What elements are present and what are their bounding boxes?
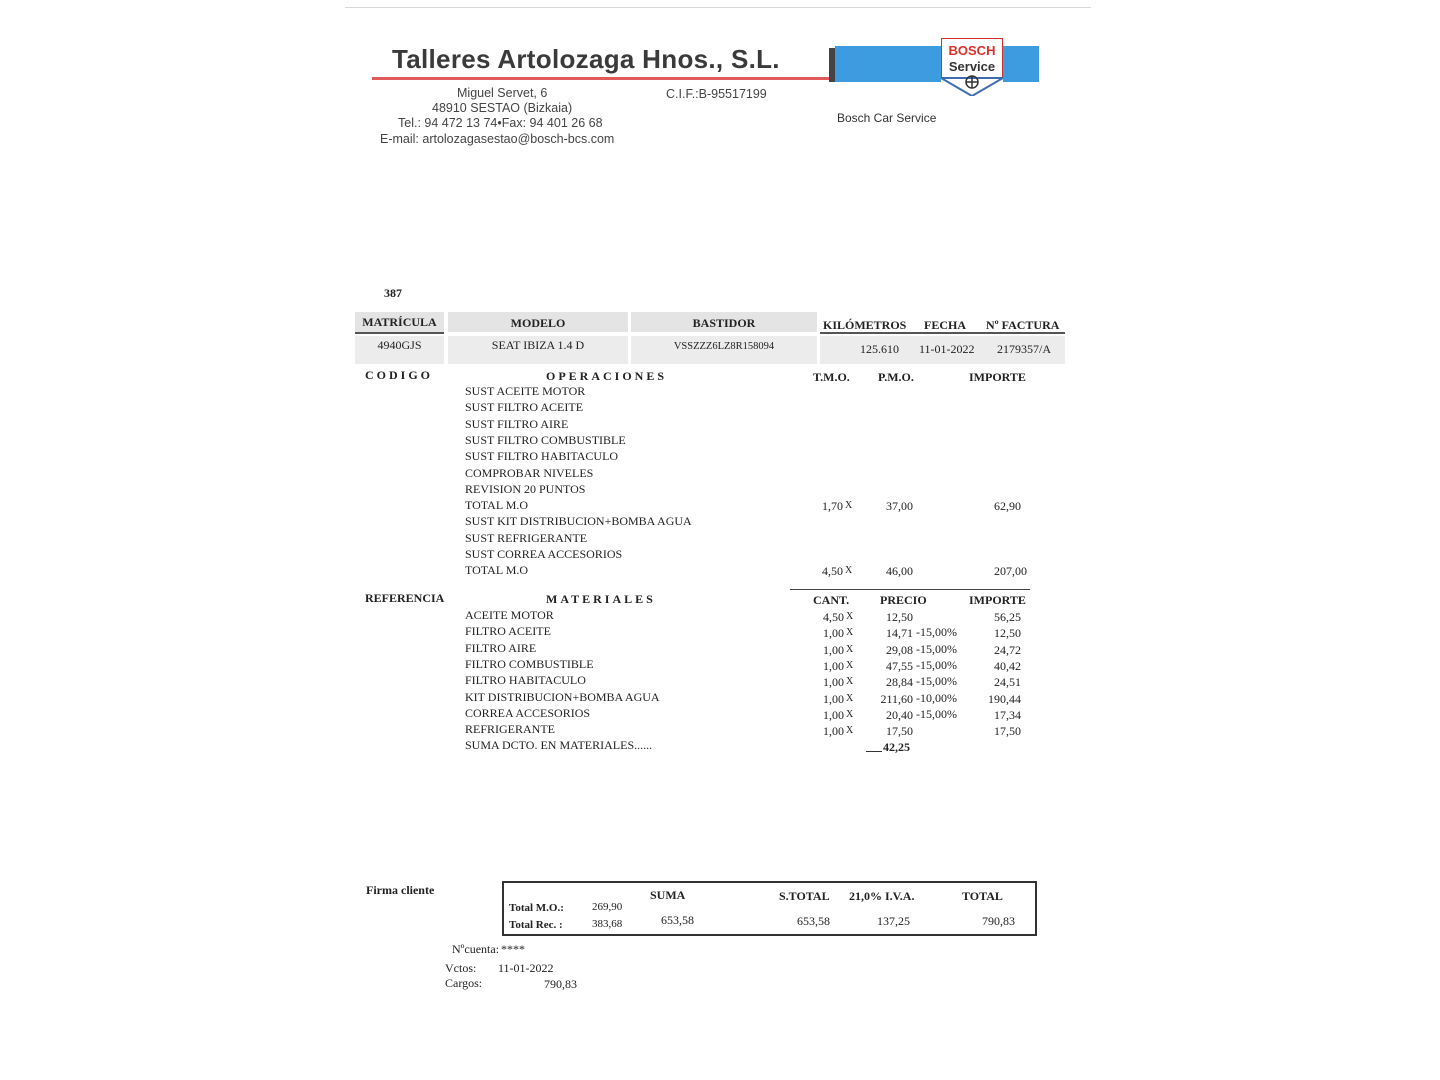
operation-desc: SUST KIT DISTRIBUCION+BOMBA AGUA	[465, 514, 692, 529]
operation-x: X	[845, 500, 853, 512]
material-precio: 14,71	[886, 626, 913, 641]
material-cant: 1,00	[823, 658, 844, 673]
materials-rule	[790, 589, 1030, 590]
operation-pmo: 37,00	[886, 499, 913, 514]
operation-desc: SUST CORREA ACCESORIOS	[465, 547, 623, 561]
value-matricula: 4940GJS	[355, 336, 444, 364]
material-importe: 24,51	[994, 675, 1021, 690]
operation-desc: REVISION 20 PUNTOS	[465, 481, 586, 496]
operation-desc: SUST FILTRO COMBUSTIBLE	[465, 432, 626, 447]
material-x: X	[846, 708, 854, 720]
material-desc: FILTRO COMBUSTIBLE	[465, 656, 594, 671]
cuenta-label: Nºcuenta:	[452, 942, 500, 956]
total-mo-value: 269,90	[592, 901, 623, 913]
material-precio: 12,50	[886, 610, 913, 624]
material-discount: -10,00%	[916, 690, 957, 705]
bosch-logo-text-1: BOSCH	[948, 43, 996, 58]
operation-desc: TOTAL M.O	[465, 498, 529, 513]
operations-pmo-header: P.M.O.	[878, 370, 914, 384]
total-rec-value: 383,68	[592, 918, 623, 930]
header-bastidor: BASTIDOR	[631, 312, 817, 332]
material-desc: REFRIGERANTE	[465, 722, 555, 737]
material-desc: FILTRO AIRE	[465, 640, 537, 655]
operation-importe: 62,90	[994, 499, 1021, 514]
header-fecha: FECHA	[924, 318, 966, 332]
operation-desc: SUST ACEITE MOTOR	[465, 384, 586, 398]
total-rec-label: Total Rec. :	[509, 919, 563, 931]
material-precio: 20,40	[886, 707, 913, 722]
header-factura: Nº FACTURA	[986, 318, 1060, 332]
value-factura: 2179357/A	[997, 342, 1051, 356]
operation-desc: SUST FILTRO HABITACULO	[465, 449, 619, 464]
signature-label: Firma cliente	[366, 883, 435, 897]
material-precio: 28,84	[886, 675, 913, 690]
stotal-label: S.TOTAL	[779, 889, 830, 903]
material-importe: 17,50	[994, 724, 1021, 739]
header-modelo: MODELO	[448, 312, 628, 332]
material-desc: CORREA ACCESORIOS	[465, 705, 591, 720]
materials-title: MATERIALES	[546, 592, 656, 606]
materials-importe-header: IMPORTE	[969, 593, 1026, 607]
materials-referencia-header: REFERENCIA	[365, 591, 445, 605]
cuenta-value: ****	[501, 942, 525, 956]
material-cant: 1,00	[823, 707, 844, 722]
material-discount: -15,00%	[916, 706, 957, 721]
operation-x: X	[845, 565, 853, 577]
material-x: X	[846, 692, 854, 704]
vctos-label: Vctos:	[445, 961, 477, 975]
bosch-car-service-label: Bosch Car Service	[837, 111, 937, 125]
company-name: Talleres Artolozaga Hnos., S.L.	[392, 44, 780, 74]
material-x: X	[846, 676, 854, 688]
top-rule	[345, 7, 1091, 8]
operation-pmo: 46,00	[886, 564, 913, 579]
material-cant: 1,00	[823, 691, 844, 706]
material-cant: 1,00	[823, 642, 844, 657]
iva-value: 137,25	[877, 914, 910, 928]
operation-desc: SUST FILTRO ACEITE	[465, 400, 584, 415]
operation-desc: SUST FILTRO AIRE	[465, 416, 569, 431]
operation-desc: SUST REFRIGERANTE	[465, 530, 588, 545]
discount-label: SUMA DCTO. EN MATERIALES......	[465, 738, 653, 752]
address-phone: Tel.: 94 472 13 74•Fax: 94 401 26 68	[398, 116, 603, 130]
company-cif: C.I.F.:B-95517199	[666, 87, 767, 101]
material-x: X	[846, 611, 854, 622]
vctos-value: 11-01-2022	[498, 961, 554, 975]
material-discount: -15,00%	[916, 674, 957, 689]
header-matricula: MATRÍCULA	[355, 312, 444, 334]
material-precio: 17,50	[886, 724, 913, 739]
operation-tmo: 4,50	[822, 564, 843, 579]
material-x: X	[846, 659, 854, 671]
material-cant: 1,00	[823, 626, 844, 641]
operation-desc: TOTAL M.O	[465, 563, 529, 578]
operation-tmo: 1,70	[822, 499, 843, 514]
operations-tmo-header: T.M.O.	[813, 370, 850, 384]
material-discount: -15,00%	[916, 641, 957, 656]
material-importe: 17,34	[994, 707, 1021, 722]
address-email: E-mail: artolozagasestao@bosch-bcs.com	[380, 132, 615, 146]
iva-label: 21,0% I.V.A.	[849, 889, 915, 903]
material-importe: 40,42	[994, 658, 1021, 673]
material-discount: -15,00%	[916, 625, 957, 640]
total-mo-label: Total M.O.:	[509, 902, 564, 914]
material-x: X	[846, 627, 854, 639]
material-discount: -15,00%	[916, 657, 957, 672]
cargos-value: 790,83	[544, 977, 577, 991]
discount-value: 42,25	[883, 740, 910, 754]
material-importe: 56,25	[994, 610, 1021, 624]
suma-label: SUMA	[650, 888, 686, 902]
address-city: 48910 SESTAO (Bizkaia)	[432, 101, 573, 115]
value-modelo: SEAT IBIZA 1.4 D	[448, 336, 628, 364]
document-number: 387	[384, 286, 402, 300]
letterhead-blue-band-left	[835, 46, 941, 82]
totals-box	[502, 881, 1037, 936]
materials-precio-header: PRECIO	[880, 593, 927, 607]
value-kilometros: 125.610	[860, 342, 899, 356]
value-bastidor: VSSZZZ6LZ8R158094	[631, 336, 817, 364]
total-value: 790,83	[982, 914, 1015, 928]
material-x: X	[846, 725, 854, 737]
material-cant: 1,00	[823, 675, 844, 690]
material-precio: 211,60	[880, 691, 913, 706]
material-desc: ACEITE MOTOR	[465, 608, 554, 622]
material-cant: 1,00	[823, 724, 844, 739]
address-street: Miguel Servet, 6	[457, 86, 548, 100]
operations-title: OPERACIONES	[546, 369, 668, 383]
material-importe: 190,44	[988, 691, 1021, 706]
operations-importe-header: IMPORTE	[969, 370, 1026, 384]
material-cant: 4,50	[823, 610, 844, 624]
discount-underline	[866, 751, 882, 752]
material-precio: 47,55	[886, 658, 913, 673]
vehicle-table	[355, 312, 1065, 366]
header-kilometros: KILÓMETROS	[823, 318, 907, 332]
bosch-logo-text-2: Service	[948, 59, 996, 74]
letterhead-red-line	[372, 77, 842, 80]
letterhead-blue-band-right	[1003, 46, 1039, 82]
material-importe: 12,50	[994, 626, 1021, 641]
material-precio: 29,08	[886, 642, 913, 657]
material-desc: FILTRO ACEITE	[465, 624, 551, 639]
stotal-value: 653,58	[797, 914, 830, 928]
operation-desc: COMPROBAR NIVELES	[465, 465, 594, 480]
cargos-label: Cargos:	[445, 976, 483, 990]
suma-value: 653,58	[661, 913, 694, 927]
total-label: TOTAL	[962, 889, 1003, 903]
material-desc: KIT DISTRIBUCION+BOMBA AGUA	[465, 689, 660, 704]
operation-importe: 207,00	[994, 564, 1027, 579]
material-desc: FILTRO HABITACULO	[465, 673, 586, 688]
materials-cant-header: CANT.	[813, 593, 850, 607]
operations-codigo-header: CODIGO	[365, 368, 434, 382]
value-fecha: 11-01-2022	[919, 342, 975, 356]
material-importe: 24,72	[994, 642, 1021, 657]
material-x: X	[846, 643, 854, 655]
